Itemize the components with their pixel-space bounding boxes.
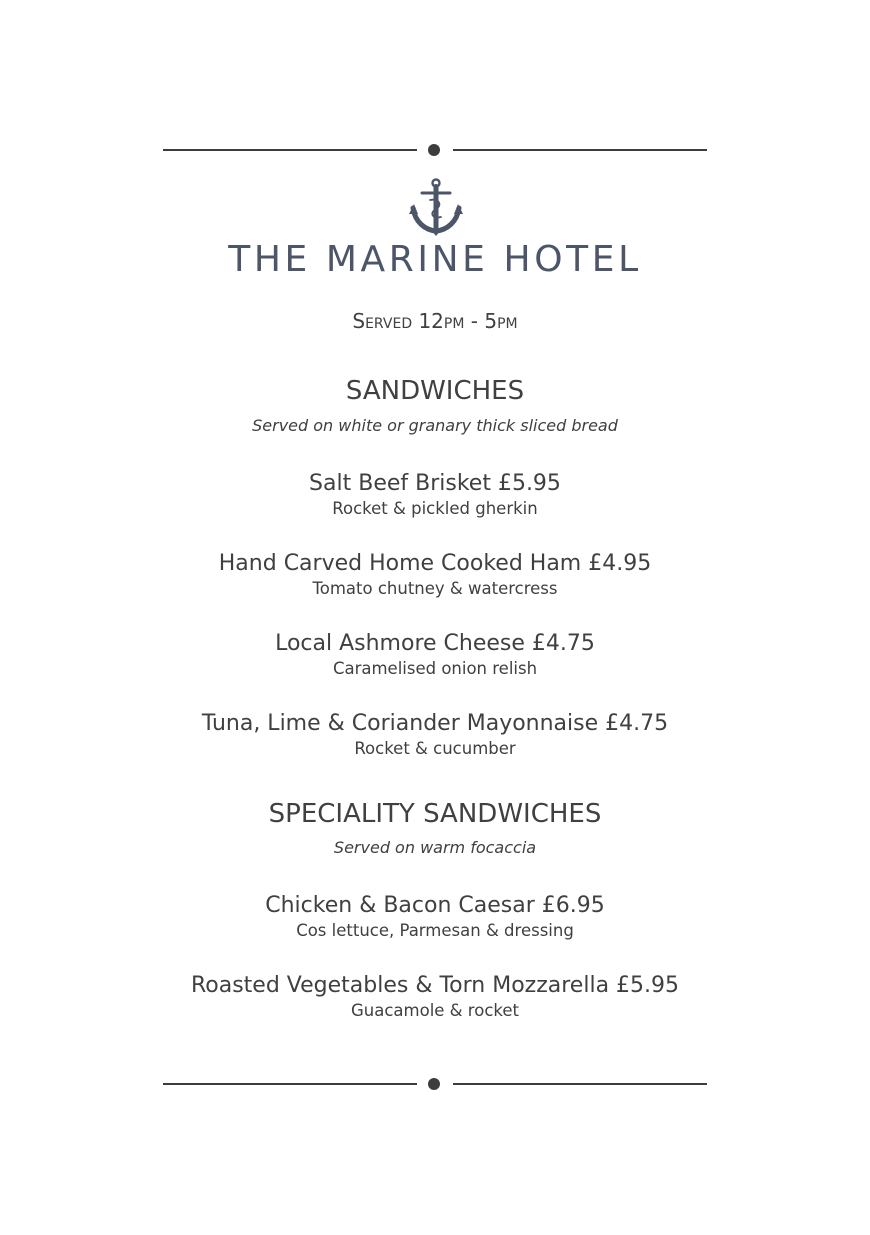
menu-item-description: Guacamole & rocket: [351, 1001, 519, 1020]
divider-line: [453, 149, 707, 151]
divider-dot-icon: [428, 1078, 440, 1090]
menu-item-title: Hand Carved Home Cooked Ham £4.95: [218, 551, 652, 576]
divider-line: [453, 1083, 707, 1085]
section-note-sandwiches: Served on white or granary thick sliced bread: [252, 416, 618, 435]
hotel-name: THE MARINE HOTEL: [228, 239, 642, 280]
bottom-divider: [163, 1077, 707, 1091]
menu-item-description: Rocket & cucumber: [354, 739, 516, 758]
serving-hours: Served 12pm - 5pm: [352, 309, 518, 333]
divider-dot-icon: [428, 144, 440, 156]
section-note-speciality: Served on warm focaccia: [333, 838, 537, 857]
menu-item-title: Tuna, Lime & Coriander Mayonnaise £4.75: [201, 711, 669, 736]
menu-item-description: Cos lettuce, Parmesan & dressing: [296, 921, 574, 940]
section-title-sandwiches: SANDWICHES: [345, 376, 525, 406]
anchor-icon: [409, 178, 463, 236]
menu-item-description: Caramelised onion relish: [332, 659, 538, 678]
menu-item-title: Salt Beef Brisket £5.95: [309, 471, 561, 496]
divider-line: [163, 149, 417, 151]
top-divider: [163, 143, 707, 157]
menu-item-title: Roasted Vegetables & Torn Mozzarella £5.95: [190, 973, 680, 998]
divider-line: [163, 1083, 417, 1085]
menu-item-title: Local Ashmore Cheese £4.75: [275, 631, 595, 656]
menu-item-description: Tomato chutney & watercress: [312, 579, 558, 598]
menu-item-title: Chicken & Bacon Caesar £6.95: [265, 893, 605, 918]
section-title-speciality: SPECIALITY SANDWICHES: [268, 799, 602, 829]
menu-item-description: Rocket & pickled gherkin: [332, 499, 538, 518]
